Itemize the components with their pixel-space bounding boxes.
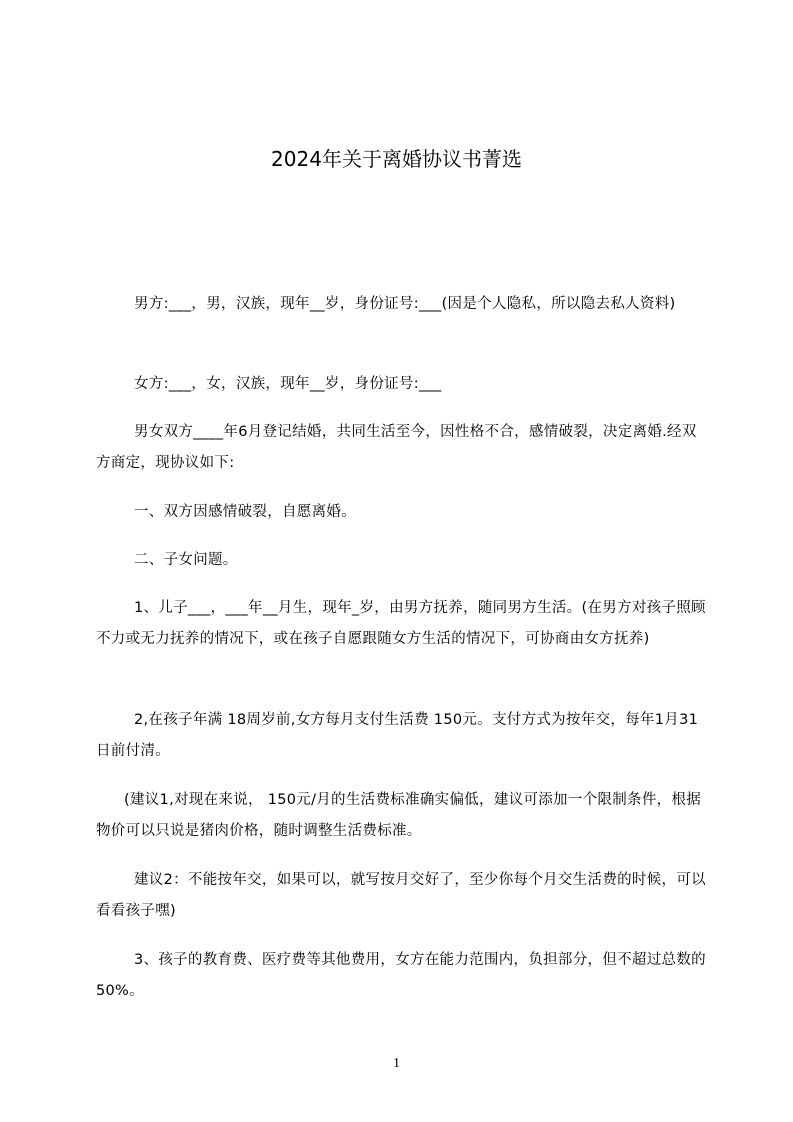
- paragraph: 建议2：不能按年交，如果可以，就写按月交好了，至少你每个月交生活费的时候，可以看看孩子嘿): [96, 872, 706, 919]
- document-title: 2024年关于离婚协议书菁选: [271, 147, 522, 171]
- paragraph: 1、儿子___，___年__月生，现年_岁，由男方抚养，随同男方生活。(在男方对孩子照顾不力或无力抚养的情况下，或在孩子自愿跟随女方生活的情况下，可协商由女方抚养): [96, 600, 706, 647]
- paragraph: 3、孩子的教育费、医疗费等其他费用，女方在能力范围内，负担部分，但不超过总数的50%。: [96, 952, 706, 999]
- paragraph: 2,在孩子年满 18周岁前,女方每月支付生活费 150元。支付方式为按年交，每年1月31日前付清。: [96, 712, 699, 759]
- paragraph: 女方:___，女，汉族，现年__岁，身份证号:___: [134, 376, 442, 392]
- paragraph: 男方:___，男，汉族，现年__岁，身份证号:___(因是个人隐私，所以隐去私人资料): [134, 296, 676, 312]
- paragraph: 一、双方因感情破裂，自愿离婚。: [134, 504, 356, 520]
- paragraph: 男女双方____年6月登记结婚，共同生活至今，因性格不合，感情破裂，决定离婚.经双方商定，现协议如下:: [96, 424, 697, 471]
- paragraph: 二、子女问题。: [134, 552, 238, 568]
- page-number: 1: [393, 1056, 400, 1071]
- paragraph: (建议1,对现在来说， 150元/月的生活费标准确实偏低，建议可添加一个限制条件，根据物价可以只说是猪肉价格，随时调整生活费标准。: [96, 792, 702, 839]
